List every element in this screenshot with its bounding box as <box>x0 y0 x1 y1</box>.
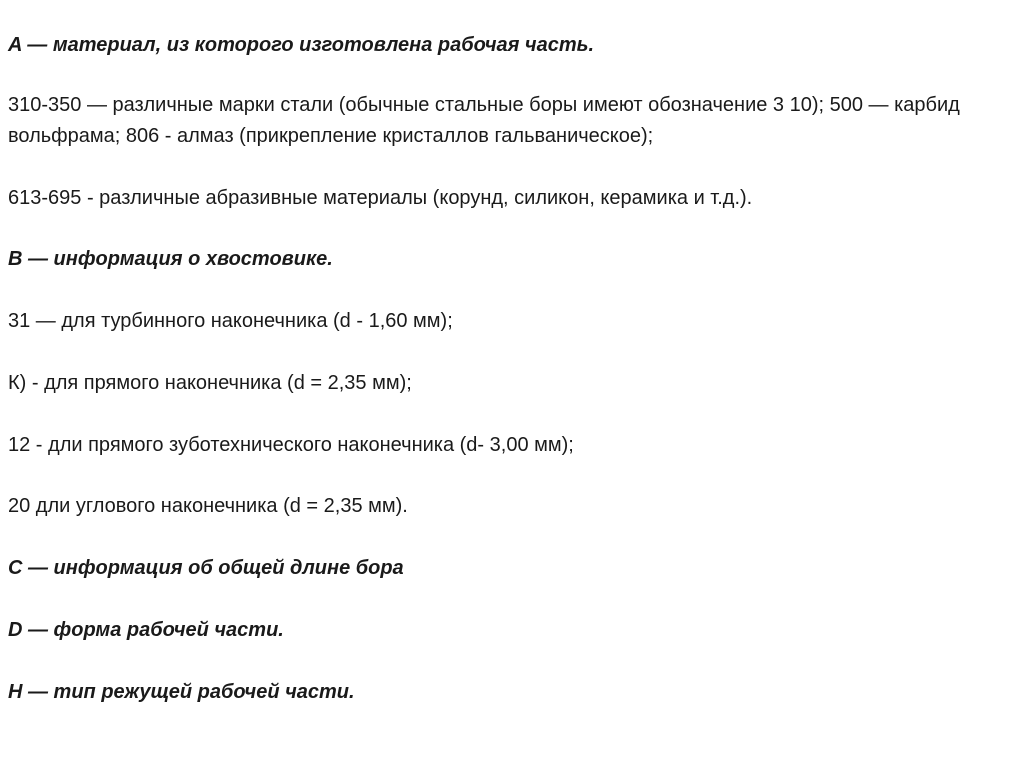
straight-handpiece-text: К) - для прямого наконечника (d = 2,35 мм); <box>8 372 412 394</box>
section-c-heading: C — информация об общей длине бора <box>8 557 404 579</box>
section-b-heading: B — информация о хвостовике. <box>8 248 333 270</box>
section-a-heading: A — материал, из которого изготовлена рабочая часть. <box>8 34 595 56</box>
section-d-heading: D — форма рабочей части. <box>8 619 284 641</box>
angular-handpiece-text: 20 дли углового наконечника (d = 2,35 мм). <box>8 495 408 517</box>
turbine-handpiece-text: 31 — для турбинного наконечника (d - 1,60 мм); <box>8 310 453 332</box>
abrasive-materials-text: 613-695 - различные абразивные материалы (корунд, силикон, керамика и т.д.). <box>8 187 753 209</box>
section-h-heading: H — тип режущей рабочей части. <box>8 681 355 703</box>
steel-materials-text: 310-350 — различные марки стали (обычные стальные боры имеют обозначение 3 10); 500 — карбид вольфрама; 806 - алмаз (прикрепление кристаллов гальваническое); <box>8 94 960 147</box>
dental-tech-handpiece-text: 12 - дли прямого зуботехнического наконечника (d- 3,00 мм); <box>8 434 574 456</box>
